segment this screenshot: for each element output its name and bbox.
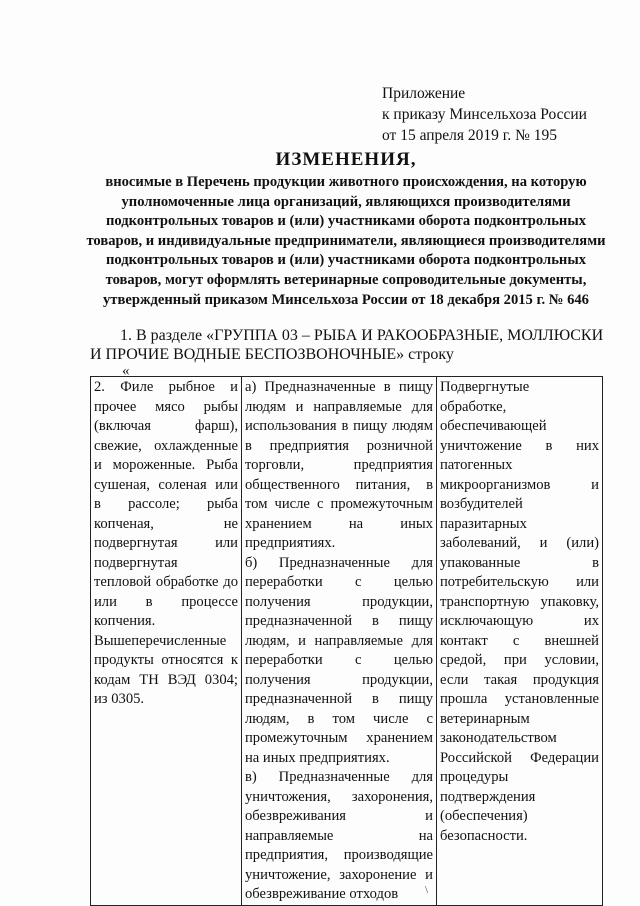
appendix-date-line: от 15 апреля 2019 г. № 195: [382, 127, 558, 144]
page-mark: \: [425, 884, 429, 896]
conditions-text: Подвергнутые обработке, обеспечивающей уничтожение в них патогенных микроорганизмов и возбудителей паразитарных заболеваний, и (или) упакованные в потребительскую или транспортную упаковку, исключающую их контакт с внешней средой, при условии, если такая продукция прошла установленные ветеринарным законодательством Российской Федерации процедуры подтверждения (обеспечения) безопасности.: [440, 379, 599, 844]
appendix-header: [382, 83, 622, 146]
intro-paragraph: 1. В разделе «ГРУППА 03 – РЫБА И РАКООБРАЗНЫЕ, МОЛЛЮСКИ И ПРОЧИЕ ВОДНЫЕ БЕСПОЗВОНОЧНЫЕ» строку: [90, 327, 604, 363]
purpose-a: а) Предназначенные в пищу людям и направляемые для использования в пищу людям в предприятия розничной торговли, предприятия общественного питания, в том числе с промежуточным хранением на иных предприятиях.: [245, 379, 433, 551]
conditions-cell: [437, 377, 603, 906]
product-cell: [91, 377, 242, 906]
document-heading: [80, 149, 612, 310]
product-description: 2. Филе рыбное и прочее мясо рыбы (включая фарш), свежие, охлажденные и мороженные. Рыба сушеная, соленая или в рассоле; рыба копченая, не подвергнутая или подвергнутая тепловой обработке до или в процессе копчения.: [94, 379, 238, 629]
purpose-cell: [242, 377, 437, 906]
products-table: [90, 376, 603, 906]
appendix-line: Приложение: [382, 85, 466, 102]
document-subtitle: вносимые в Перечень продукции животного происхождения, на которую уполномоченные лица организаций, являющихся производителями подконтрольных товаров и (или) участниками оборота подконтрольных товаров, и индивидуальные предприниматели, являющиеся производителями подконтрольных товаров и (или) участниками оборота подконтрольных товаров, могут оформлять ветеринарные сопроводительные документы, утвержденный приказом Минсельхоза России от 18 декабря 2015 г. № 646: [86, 174, 606, 308]
document-title: ИЗМЕНЕНИЯ,: [275, 149, 417, 170]
purpose-c: в) Предназначенные для уничтожения, захоронения, обезвреживания и направляемые на предприятия, производящие уничтожение, захоронение и обезвреживание отходов: [245, 769, 433, 902]
table-row: [91, 377, 603, 906]
purpose-b: б) Предназначенные для переработки с целью получения продукции, предназначенной в пищу людям, и направляемые для переработки с целью получения продукции, предназначенной в пищу людям, в том числе с промежуточным хранением на иных предприятиях.: [245, 554, 433, 766]
opening-quote: «: [122, 363, 130, 379]
appendix-order-line: к приказу Минсельхоза России: [382, 106, 587, 123]
product-codes: Вышеперечисленные продукты относятся к кодам ТН ВЭД 0304; из 0305.: [94, 632, 238, 707]
